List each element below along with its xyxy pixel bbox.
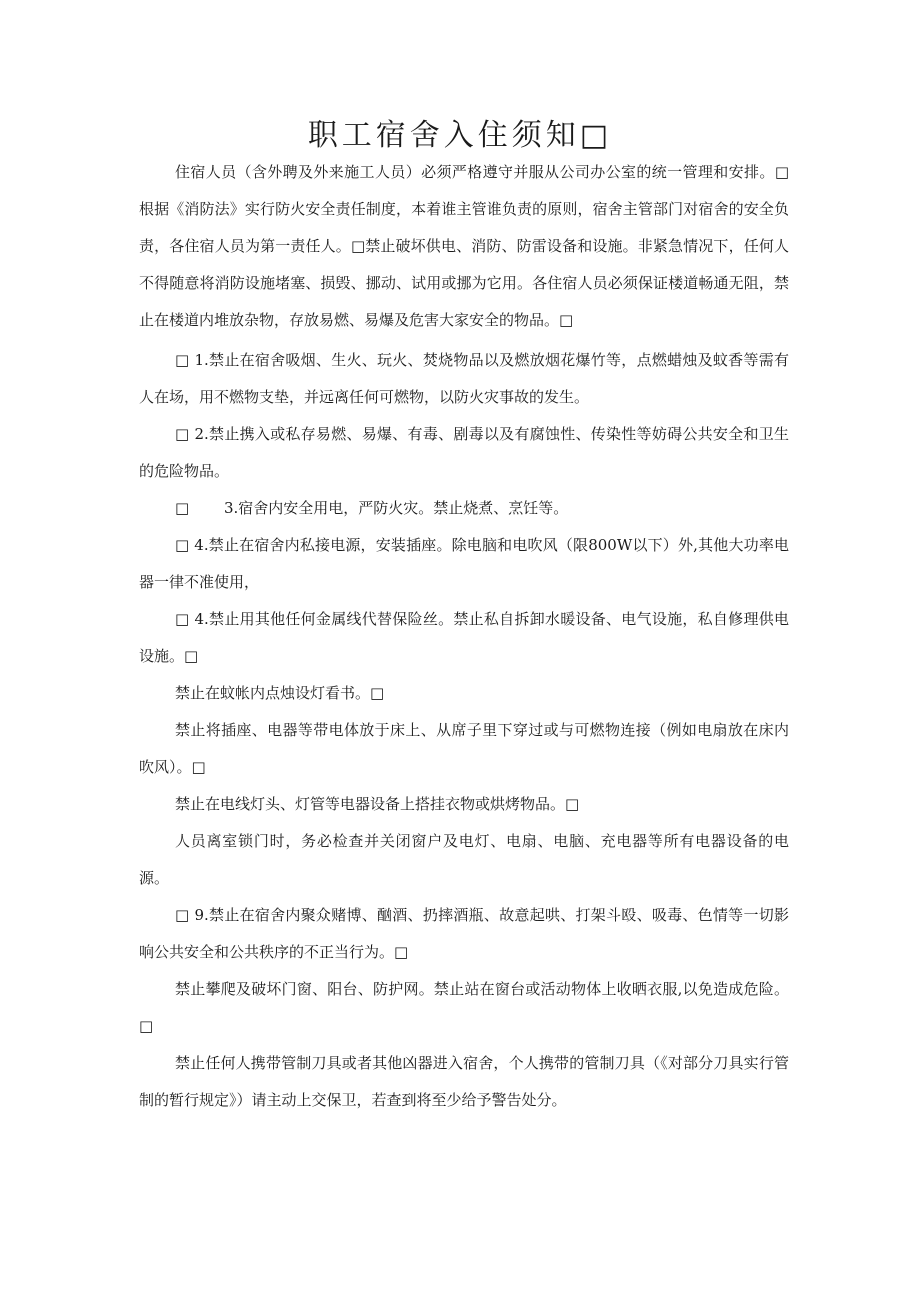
- rule-3-paragraph: □ 3.宿舍内安全用电，严防火灾。禁止烧煮、烹饪等。: [175, 499, 569, 517]
- rule-9-paragraph: □ 9.禁止在宿舍内聚众赌博、酗酒、扔摔酒瓶、故意起哄、打架斗殴、吸毒、色情等一切影响公共安全和公共秩序的不正当行为。□: [139, 906, 789, 961]
- rule-4b-paragraph: □ 4.禁止用其他任何金属线代替保险丝。禁止私自拆卸水暖设备、电气设施，私自修理供电设施。□: [139, 610, 789, 665]
- document-title: 职工宿舍入住须知□: [307, 118, 613, 153]
- rule-hanging-paragraph: 禁止在电线灯头、灯管等电器设备上搭挂衣物或烘烤物品。□: [175, 795, 580, 813]
- rule-power-off-paragraph: 人员离室锁门时，务必检查并关闭窗户及电灯、电扇、电脑、充电器等所有电器设备的电源。: [139, 832, 789, 887]
- rule-4-paragraph: □ 4.禁止在宿舍内私接电源，安装插座。除电脑和电吹风（限800W以下）外,其他大功率电器一律不准使用，: [139, 536, 789, 591]
- intro-paragraph: 住宿人员（含外聘及外来施工人员）必须严格遵守并服从公司办公室的统一管理和安排。□根据《消防法》实行防火安全责任制度，本着谁主管谁负责的原则，宿舍主管部门对宿舍的安全负责，各住宿人员为第一责任人。□禁止破坏供电、消防、防雷设备和设施。非紧急情况下，任何人不得随意将消防设施堵塞、损毁、挪动、试用或挪为它用。各住宿人员必须保证楼道畅通无阻，禁止在楼道内堆放杂物，存放易燃、易爆及危害大家安全的物品。□: [139, 163, 789, 329]
- rule-1-paragraph: □ 1.禁止在宿舍吸烟、生火、玩火、焚烧物品以及燃放烟花爆竹等，点燃蜡烛及蚊香等需有人在场，用不燃物支垫，并远离任何可燃物，以防火灾事故的发生。: [139, 351, 789, 406]
- rule-bed-paragraph: 禁止将插座、电器等带电体放于床上、从席子里下穿过或与可燃物连接（例如电扇放在床内吹风）。□: [139, 721, 789, 776]
- rule-candle-paragraph: 禁止在蚊帐内点烛设灯看书。□: [175, 684, 385, 702]
- rule-climbing-paragraph: 禁止攀爬及破坏门窗、阳台、防护网。禁止站在窗台或活动物体上收晒衣服,以免造成危险。□: [139, 980, 789, 1035]
- rule-weapons-paragraph: 禁止任何人携带管制刀具或者其他凶器进入宿舍，个人携带的管制刀具（《对部分刀具实行管制的暂行规定》）请主动上交保卫，若查到将至少给予警告处分。: [139, 1054, 789, 1109]
- rule-2-paragraph: □ 2.禁止携入或私存易燃、易爆、有毒、剧毒以及有腐蚀性、传染性等妨碍公共安全和卫生的危险物品。: [139, 425, 789, 480]
